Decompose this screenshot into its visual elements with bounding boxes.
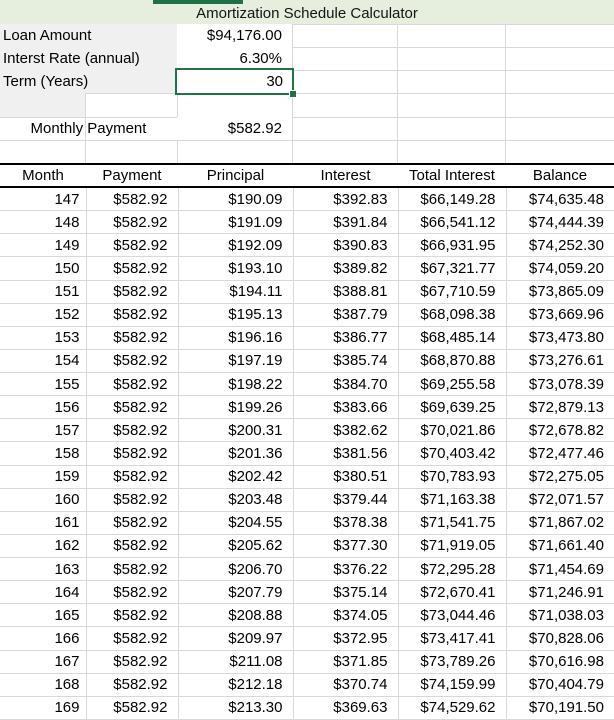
cell-month[interactable]: 157 bbox=[0, 419, 86, 442]
cell-payment[interactable]: $582.92 bbox=[86, 696, 178, 719]
cell-month[interactable]: 151 bbox=[0, 280, 86, 303]
cell-principal[interactable]: $211.08 bbox=[178, 650, 293, 673]
cell-loan-amount-value[interactable]: $94,176.00 bbox=[177, 24, 292, 47]
cell-interest[interactable]: $371.85 bbox=[293, 650, 398, 673]
cell-interest[interactable]: $378.38 bbox=[293, 511, 398, 534]
cell-total-interest[interactable]: $68,870.88 bbox=[398, 349, 506, 372]
gridline bbox=[85, 93, 614, 94]
cell-principal[interactable]: $206.70 bbox=[178, 558, 293, 581]
cell-balance[interactable]: $72,678.82 bbox=[506, 419, 614, 442]
cell-total-interest[interactable]: $66,931.95 bbox=[398, 234, 506, 257]
column-header-month[interactable]: Month bbox=[0, 164, 86, 187]
cell-payment[interactable]: $582.92 bbox=[86, 234, 178, 257]
cell-interest[interactable]: $376.22 bbox=[293, 558, 398, 581]
cell-principal[interactable]: $195.13 bbox=[178, 303, 293, 326]
cell-principal[interactable]: $207.79 bbox=[178, 581, 293, 604]
cell-month[interactable]: 168 bbox=[0, 673, 86, 696]
cell-total-interest[interactable]: $67,710.59 bbox=[398, 280, 506, 303]
column-header-interest[interactable]: Interest bbox=[293, 164, 398, 187]
cell-payment[interactable]: $582.92 bbox=[86, 604, 178, 627]
cell-month[interactable]: 152 bbox=[0, 303, 86, 326]
table-row bbox=[0, 604, 614, 627]
cell-balance[interactable]: $72,071.57 bbox=[506, 488, 614, 511]
cell-principal[interactable]: $203.48 bbox=[178, 488, 293, 511]
cell-month[interactable]: 161 bbox=[0, 511, 86, 534]
cell-total-interest[interactable]: $73,044.46 bbox=[398, 604, 506, 627]
cell-payment[interactable]: $582.92 bbox=[86, 280, 178, 303]
fill-handle[interactable] bbox=[290, 91, 296, 97]
cell-balance[interactable]: $70,616.98 bbox=[506, 650, 614, 673]
cell-payment[interactable]: $582.92 bbox=[86, 211, 178, 234]
label-term-years[interactable]: Term (Years) bbox=[3, 73, 89, 90]
amortization-table bbox=[0, 163, 614, 720]
cell-payment[interactable]: $582.92 bbox=[86, 581, 178, 604]
gray-cell[interactable] bbox=[0, 93, 85, 117]
cell-interest-rate-value[interactable]: 6.30% bbox=[177, 47, 292, 70]
selected-cell-term-value[interactable]: 30 bbox=[175, 68, 294, 95]
table-row bbox=[0, 627, 614, 650]
cell-balance[interactable]: $71,246.91 bbox=[506, 581, 614, 604]
cell-total-interest[interactable]: $68,485.14 bbox=[398, 326, 506, 349]
cell-payment[interactable]: $582.92 bbox=[86, 349, 178, 372]
cell-principal[interactable]: $213.30 bbox=[178, 696, 293, 719]
cell-payment[interactable]: $582.92 bbox=[86, 187, 178, 211]
cell-month[interactable]: 159 bbox=[0, 465, 86, 488]
cell-interest[interactable]: $377.30 bbox=[293, 534, 398, 557]
cell-interest[interactable]: $386.77 bbox=[293, 326, 398, 349]
cell-total-interest[interactable]: $71,541.75 bbox=[398, 511, 506, 534]
table-row bbox=[0, 349, 614, 372]
cell-interest[interactable]: $370.74 bbox=[293, 673, 398, 696]
cell-principal[interactable]: $201.36 bbox=[178, 442, 293, 465]
cell-interest[interactable]: $389.82 bbox=[293, 257, 398, 280]
cell-total-interest[interactable]: $66,149.28 bbox=[398, 187, 506, 211]
input-label-block bbox=[0, 24, 177, 93]
table-row bbox=[0, 558, 614, 581]
table-row bbox=[0, 326, 614, 349]
table-row bbox=[0, 465, 614, 488]
label-interest-rate[interactable]: Interst Rate (annual) bbox=[3, 50, 140, 67]
cell-month[interactable]: 167 bbox=[0, 650, 86, 673]
cell-interest[interactable]: $391.84 bbox=[293, 211, 398, 234]
table-row bbox=[0, 511, 614, 534]
cell-interest[interactable]: $375.14 bbox=[293, 581, 398, 604]
column-header-payment[interactable]: Payment bbox=[86, 164, 178, 187]
cell-month[interactable]: 155 bbox=[0, 373, 86, 396]
cell-interest[interactable]: $385.74 bbox=[293, 349, 398, 372]
table-row bbox=[0, 442, 614, 465]
cell-principal[interactable]: $198.22 bbox=[178, 373, 293, 396]
table-row bbox=[0, 419, 614, 442]
column-header-principal[interactable]: Principal bbox=[178, 164, 293, 187]
cell-total-interest[interactable]: $67,321.77 bbox=[398, 257, 506, 280]
cell-month[interactable]: 147 bbox=[0, 187, 86, 211]
cell-interest[interactable]: $369.63 bbox=[293, 696, 398, 719]
cell-balance[interactable]: $71,454.69 bbox=[506, 558, 614, 581]
table-row bbox=[0, 280, 614, 303]
table-row bbox=[0, 673, 614, 696]
cell-total-interest[interactable]: $72,295.28 bbox=[398, 558, 506, 581]
table-row bbox=[0, 488, 614, 511]
cell-month[interactable]: 153 bbox=[0, 326, 86, 349]
cell-payment[interactable]: $582.92 bbox=[86, 373, 178, 396]
cell-principal[interactable]: $193.10 bbox=[178, 257, 293, 280]
cell-principal[interactable]: $205.62 bbox=[178, 534, 293, 557]
cell-total-interest[interactable]: $70,021.86 bbox=[398, 419, 506, 442]
cell-total-interest[interactable]: $71,163.38 bbox=[398, 488, 506, 511]
cell-total-interest[interactable]: $69,255.58 bbox=[398, 373, 506, 396]
cell-principal[interactable]: $192.09 bbox=[178, 234, 293, 257]
cell-payment[interactable]: $582.92 bbox=[86, 650, 178, 673]
cell-total-interest[interactable]: $74,529.62 bbox=[398, 696, 506, 719]
cell-monthly-payment-value[interactable]: $582.92 bbox=[177, 117, 292, 140]
cell-payment[interactable]: $582.92 bbox=[86, 627, 178, 650]
cell-principal[interactable]: $196.16 bbox=[178, 326, 293, 349]
cell-balance[interactable]: $73,473.80 bbox=[506, 326, 614, 349]
cell-balance[interactable]: $74,059.20 bbox=[506, 257, 614, 280]
table-row bbox=[0, 187, 614, 211]
cell-payment[interactable]: $582.92 bbox=[86, 419, 178, 442]
cell-balance[interactable]: $70,191.50 bbox=[506, 696, 614, 719]
cell-balance[interactable]: $70,404.79 bbox=[506, 673, 614, 696]
cell-payment[interactable]: $582.92 bbox=[86, 558, 178, 581]
cell-payment[interactable]: $582.92 bbox=[86, 511, 178, 534]
cell-balance[interactable]: $73,276.61 bbox=[506, 349, 614, 372]
cell-month[interactable]: 165 bbox=[0, 604, 86, 627]
cell-interest[interactable]: $384.70 bbox=[293, 373, 398, 396]
cell-principal[interactable]: $204.55 bbox=[178, 511, 293, 534]
cell-payment[interactable]: $582.92 bbox=[86, 442, 178, 465]
cell-total-interest[interactable]: $73,789.26 bbox=[398, 650, 506, 673]
cell-principal[interactable]: $197.19 bbox=[178, 349, 293, 372]
cell-month[interactable]: 154 bbox=[0, 349, 86, 372]
cell-balance[interactable]: $70,828.06 bbox=[506, 627, 614, 650]
gridline bbox=[0, 140, 614, 141]
cell-balance[interactable]: $74,635.48 bbox=[506, 187, 614, 211]
cell-payment[interactable]: $582.92 bbox=[86, 303, 178, 326]
cell-balance[interactable]: $73,078.39 bbox=[506, 373, 614, 396]
table-row bbox=[0, 581, 614, 604]
cell-payment[interactable]: $582.92 bbox=[86, 326, 178, 349]
cell-total-interest[interactable]: $69,639.25 bbox=[398, 396, 506, 419]
cell-interest[interactable]: $392.83 bbox=[293, 187, 398, 211]
cell-month[interactable]: 158 bbox=[0, 442, 86, 465]
cell-principal[interactable]: $208.88 bbox=[178, 604, 293, 627]
table-row bbox=[0, 303, 614, 326]
table-row bbox=[0, 257, 614, 280]
cell-balance[interactable]: $71,867.02 bbox=[506, 511, 614, 534]
cell-month[interactable]: 166 bbox=[0, 627, 86, 650]
cell-month[interactable]: 160 bbox=[0, 488, 86, 511]
cell-balance[interactable]: $71,661.40 bbox=[506, 534, 614, 557]
table-row bbox=[0, 534, 614, 557]
table-row bbox=[0, 373, 614, 396]
cell-interest[interactable]: $379.44 bbox=[293, 488, 398, 511]
table-row bbox=[0, 396, 614, 419]
cell-interest[interactable]: $372.95 bbox=[293, 627, 398, 650]
cell-payment[interactable]: $582.92 bbox=[86, 534, 178, 557]
cell-principal[interactable]: $200.31 bbox=[178, 419, 293, 442]
cell-interest[interactable]: $390.83 bbox=[293, 234, 398, 257]
cell-interest[interactable]: $387.79 bbox=[293, 303, 398, 326]
cell-month[interactable]: 169 bbox=[0, 696, 86, 719]
cell-total-interest[interactable]: $68,098.38 bbox=[398, 303, 506, 326]
cell-total-interest[interactable]: $66,541.12 bbox=[398, 211, 506, 234]
cell-month[interactable]: 163 bbox=[0, 558, 86, 581]
cell-principal[interactable]: $194.11 bbox=[178, 280, 293, 303]
cell-balance[interactable]: $73,669.96 bbox=[506, 303, 614, 326]
cell-payment[interactable]: $582.92 bbox=[86, 396, 178, 419]
cell-balance[interactable]: $72,879.13 bbox=[506, 396, 614, 419]
header-row bbox=[0, 164, 614, 187]
cell-total-interest[interactable]: $70,783.93 bbox=[398, 465, 506, 488]
cell-month[interactable]: 148 bbox=[0, 211, 86, 234]
cell-principal[interactable]: $190.09 bbox=[178, 187, 293, 211]
table-row bbox=[0, 211, 614, 234]
cell-principal[interactable]: $199.26 bbox=[178, 396, 293, 419]
table-row bbox=[0, 234, 614, 257]
cell-principal[interactable]: $212.18 bbox=[178, 673, 293, 696]
table-row bbox=[0, 650, 614, 673]
cell-interest[interactable]: $380.51 bbox=[293, 465, 398, 488]
cell-balance[interactable]: $71,038.03 bbox=[506, 604, 614, 627]
cell-total-interest[interactable]: $74,159.99 bbox=[398, 673, 506, 696]
cell-month[interactable]: 164 bbox=[0, 581, 86, 604]
cell-interest[interactable]: $382.62 bbox=[293, 419, 398, 442]
title-cell[interactable]: Amortization Schedule Calculator bbox=[0, 4, 614, 24]
cell-payment[interactable]: $582.92 bbox=[86, 257, 178, 280]
cell-payment[interactable]: $582.92 bbox=[86, 465, 178, 488]
label-monthly-payment[interactable]: Monthly Payment bbox=[30, 120, 147, 137]
cell-principal[interactable]: $202.42 bbox=[178, 465, 293, 488]
column-header-total-interest[interactable]: Total Interest bbox=[398, 164, 506, 187]
cell-month[interactable]: 149 bbox=[0, 234, 86, 257]
cell-payment[interactable]: $582.92 bbox=[86, 488, 178, 511]
cell-principal[interactable]: $209.97 bbox=[178, 627, 293, 650]
cell-interest[interactable]: $388.81 bbox=[293, 280, 398, 303]
cell-total-interest[interactable]: $70,403.42 bbox=[398, 442, 506, 465]
cell-interest[interactable]: $374.05 bbox=[293, 604, 398, 627]
cell-balance[interactable]: $72,477.46 bbox=[506, 442, 614, 465]
label-loan-amount[interactable]: Loan Amount bbox=[3, 27, 92, 44]
cell-balance[interactable]: $74,444.39 bbox=[506, 211, 614, 234]
cell-total-interest[interactable]: $73,417.41 bbox=[398, 627, 506, 650]
table-row bbox=[0, 696, 614, 719]
cell-interest[interactable]: $383.66 bbox=[293, 396, 398, 419]
cell-payment[interactable]: $582.92 bbox=[86, 673, 178, 696]
cell-principal[interactable]: $191.09 bbox=[178, 211, 293, 234]
cell-total-interest[interactable]: $72,670.41 bbox=[398, 581, 506, 604]
cell-balance[interactable]: $73,865.09 bbox=[506, 280, 614, 303]
cell-balance[interactable]: $72,275.05 bbox=[506, 465, 614, 488]
cell-month[interactable]: 150 bbox=[0, 257, 86, 280]
cell-interest[interactable]: $381.56 bbox=[293, 442, 398, 465]
column-header-balance[interactable]: Balance bbox=[506, 164, 614, 187]
cell-month[interactable]: 156 bbox=[0, 396, 86, 419]
cell-balance[interactable]: $74,252.30 bbox=[506, 234, 614, 257]
cell-month[interactable]: 162 bbox=[0, 534, 86, 557]
cell-total-interest[interactable]: $71,919.05 bbox=[398, 534, 506, 557]
